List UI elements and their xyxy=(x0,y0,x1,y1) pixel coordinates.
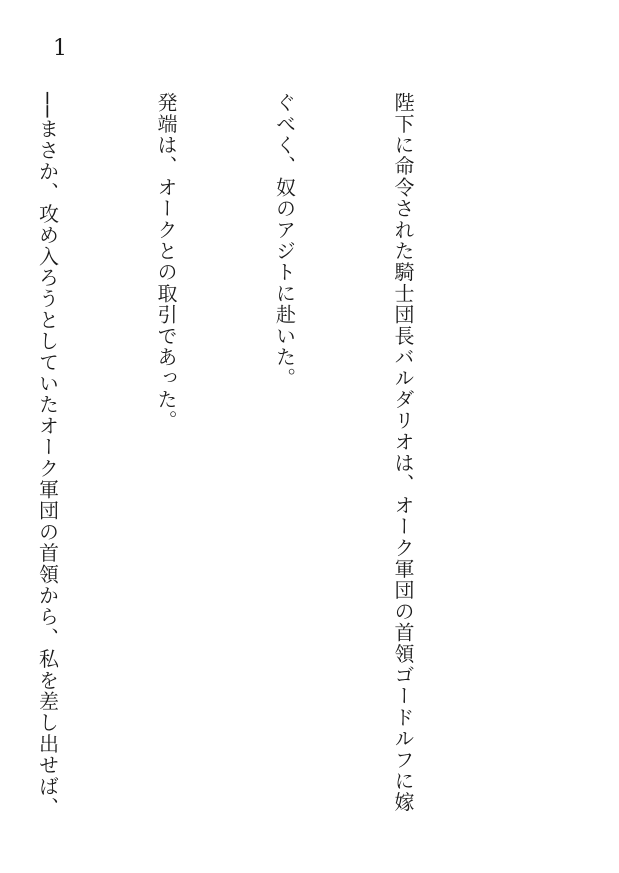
text-line: ──まさか、攻め入ろうとしていたオーク軍団の首領から、私を差し出せば、 xyxy=(35,92,60,819)
text-line: ぐべく、奴のアジトに赴いた。 xyxy=(272,92,297,389)
page-number: 1 xyxy=(53,36,67,61)
text-line: 発端は、オークとの取引であった。 xyxy=(154,92,178,432)
vertical-text-body xyxy=(0,92,501,819)
text-line: 陛下に命令された騎士団長バルダリオは、オーク軍団の首領ゴードルフに嫁 xyxy=(391,92,415,813)
